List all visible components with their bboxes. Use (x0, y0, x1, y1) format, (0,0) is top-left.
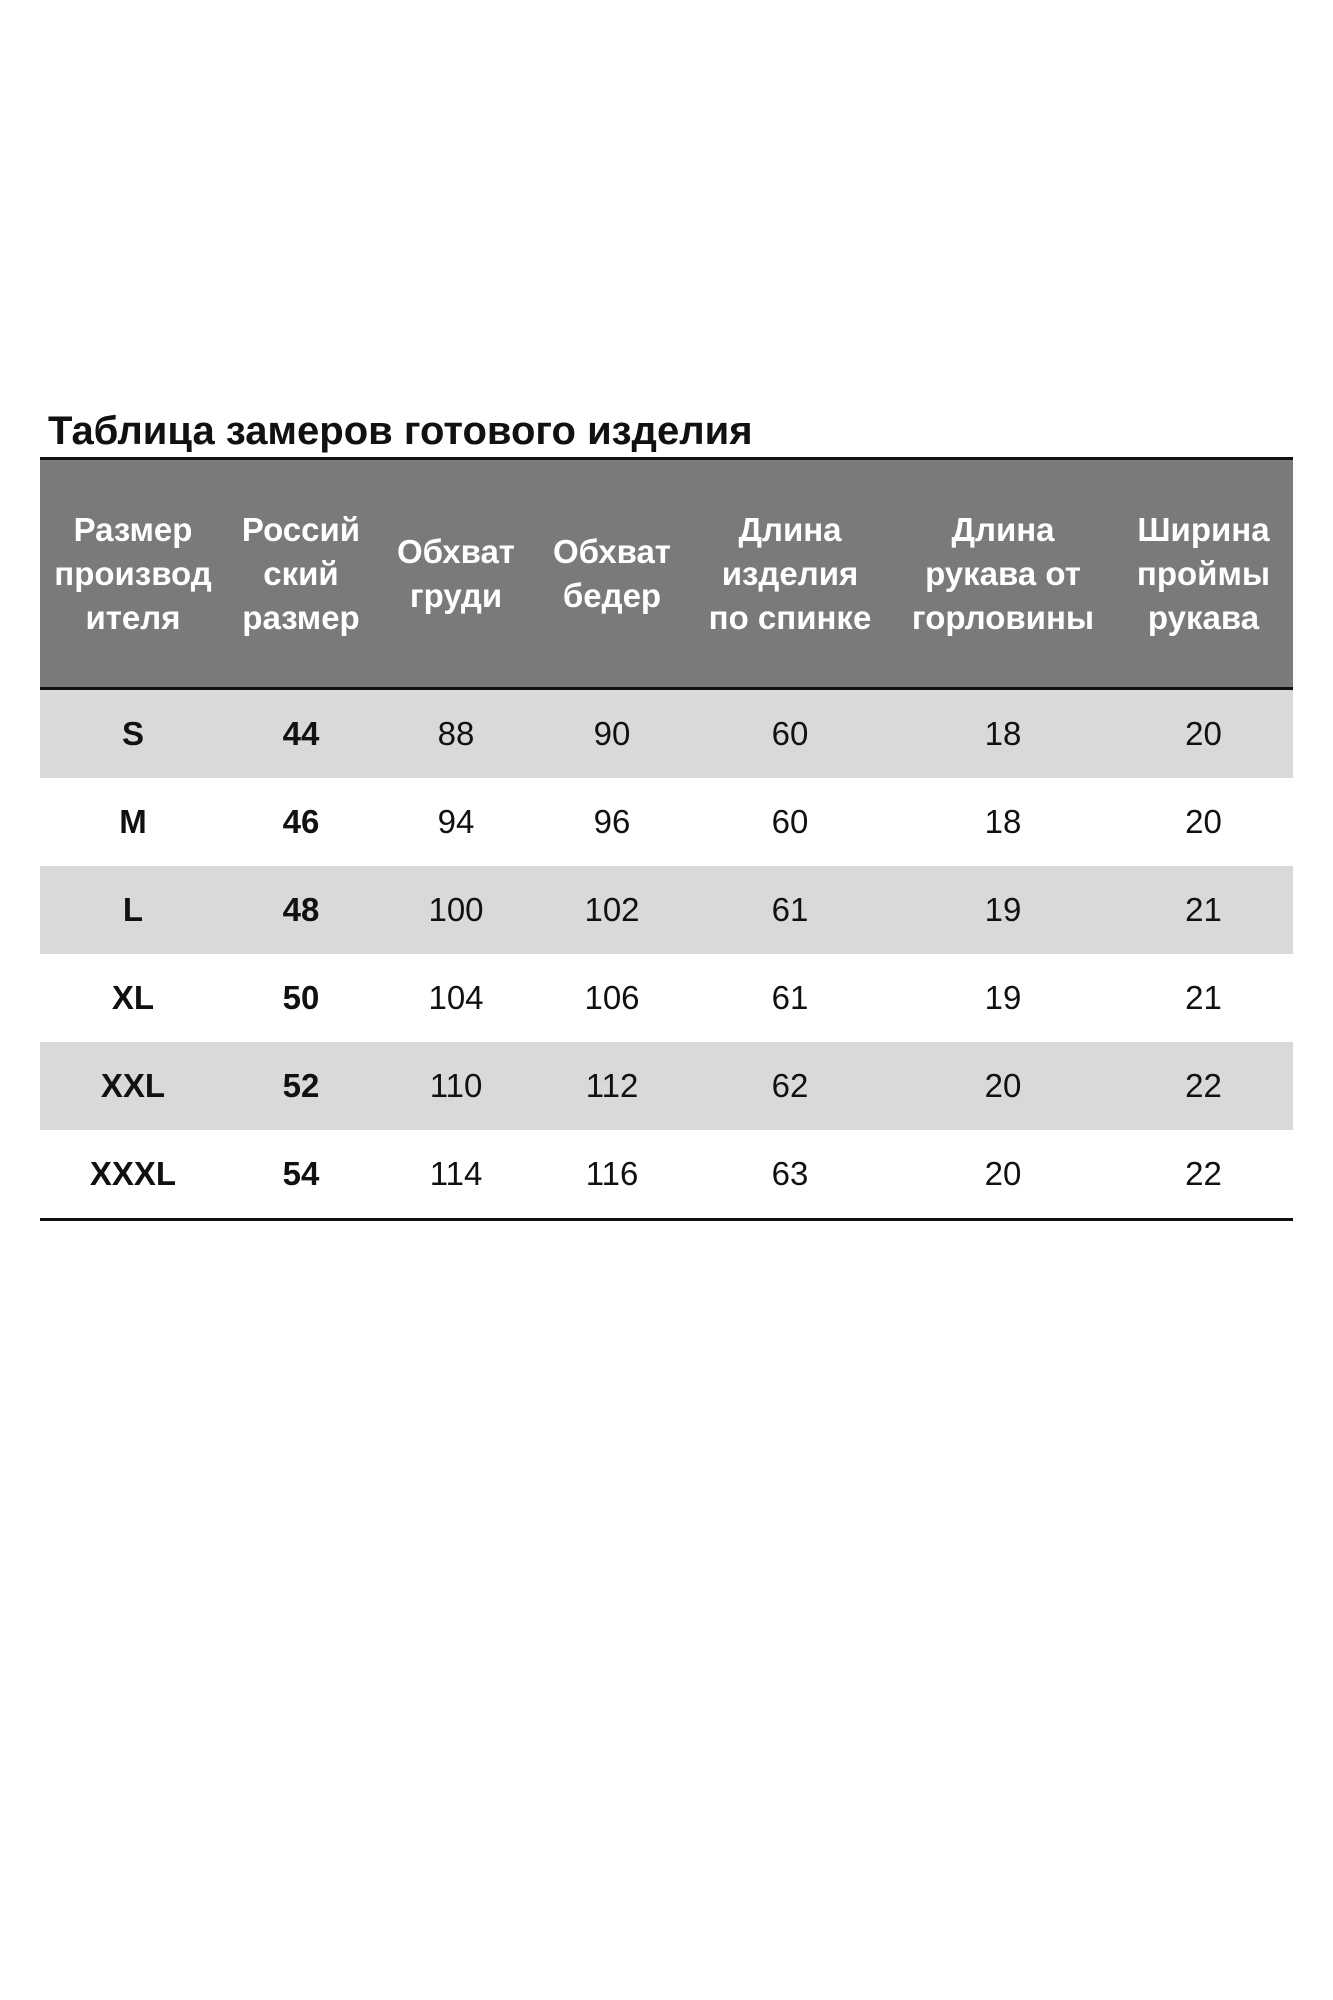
cell-armhole-width: 21 (1185, 979, 1222, 1016)
cell-manufacturer-size: S (121, 715, 144, 752)
cell-chest: 100 (428, 891, 484, 928)
cell-hips: 102 (584, 891, 640, 928)
table-row (40, 866, 1293, 954)
header-hips: Обхват бедер (553, 532, 671, 614)
cell-armhole-width: 22 (1185, 1067, 1222, 1104)
cell-armhole-width: 21 (1185, 891, 1222, 928)
cell-chest: 110 (429, 1067, 483, 1104)
cell-chest: 94 (437, 803, 475, 840)
cell-hips: 112 (585, 1067, 639, 1104)
table-row (40, 690, 1293, 778)
cell-sleeve-length: 18 (984, 715, 1022, 752)
cell-chest: 114 (429, 1155, 483, 1192)
table-row (40, 1130, 1293, 1218)
header-back-length: Длина изделия по спинке (708, 510, 872, 636)
cell-hips: 106 (584, 979, 640, 1016)
cell-sleeve-length: 19 (984, 979, 1022, 1016)
table-row (40, 954, 1293, 1042)
cell-manufacturer-size: XXXL (89, 1155, 177, 1192)
cell-armhole-width: 22 (1185, 1155, 1222, 1192)
cell-sleeve-length: 19 (984, 891, 1022, 928)
cell-hips: 90 (593, 715, 631, 752)
cell-back-length: 61 (771, 891, 809, 928)
size-table (40, 457, 1293, 1221)
header-chest: Обхват груди (397, 532, 515, 614)
cell-sleeve-length: 20 (984, 1067, 1022, 1104)
cell-chest: 104 (428, 979, 484, 1016)
table-row (40, 1042, 1293, 1130)
cell-back-length: 60 (771, 803, 809, 840)
header-armhole-width: Ширина проймы рукава (1136, 510, 1271, 636)
cell-sleeve-length: 18 (984, 803, 1022, 840)
header-sleeve-length: Длина рукава от горловины (911, 510, 1095, 636)
page-title: Таблица замеров готового изделия (48, 409, 753, 453)
cell-russian-size: 54 (282, 1155, 320, 1192)
cell-hips: 116 (585, 1155, 639, 1192)
cell-russian-size: 44 (282, 715, 320, 752)
cell-manufacturer-size: M (119, 803, 147, 840)
cell-back-length: 61 (771, 979, 809, 1016)
header-russian-size: Россий ский размер (241, 510, 361, 636)
table-header-row (40, 460, 1293, 690)
cell-armhole-width: 20 (1185, 803, 1222, 840)
cell-back-length: 60 (771, 715, 809, 752)
cell-back-length: 62 (771, 1067, 809, 1104)
cell-russian-size: 52 (282, 1067, 320, 1104)
cell-back-length: 63 (771, 1155, 809, 1192)
table-row (40, 778, 1293, 866)
cell-russian-size: 46 (282, 803, 320, 840)
cell-russian-size: 48 (282, 891, 320, 928)
cell-russian-size: 50 (282, 979, 320, 1016)
header-manufacturer-size: Размер производ ителя (54, 510, 212, 636)
cell-manufacturer-size: XXL (100, 1067, 166, 1104)
cell-chest: 88 (437, 715, 475, 752)
cell-hips: 96 (593, 803, 631, 840)
cell-armhole-width: 20 (1185, 715, 1222, 752)
cell-manufacturer-size: L (122, 891, 144, 928)
cell-manufacturer-size: XL (111, 979, 155, 1016)
cell-sleeve-length: 20 (984, 1155, 1022, 1192)
